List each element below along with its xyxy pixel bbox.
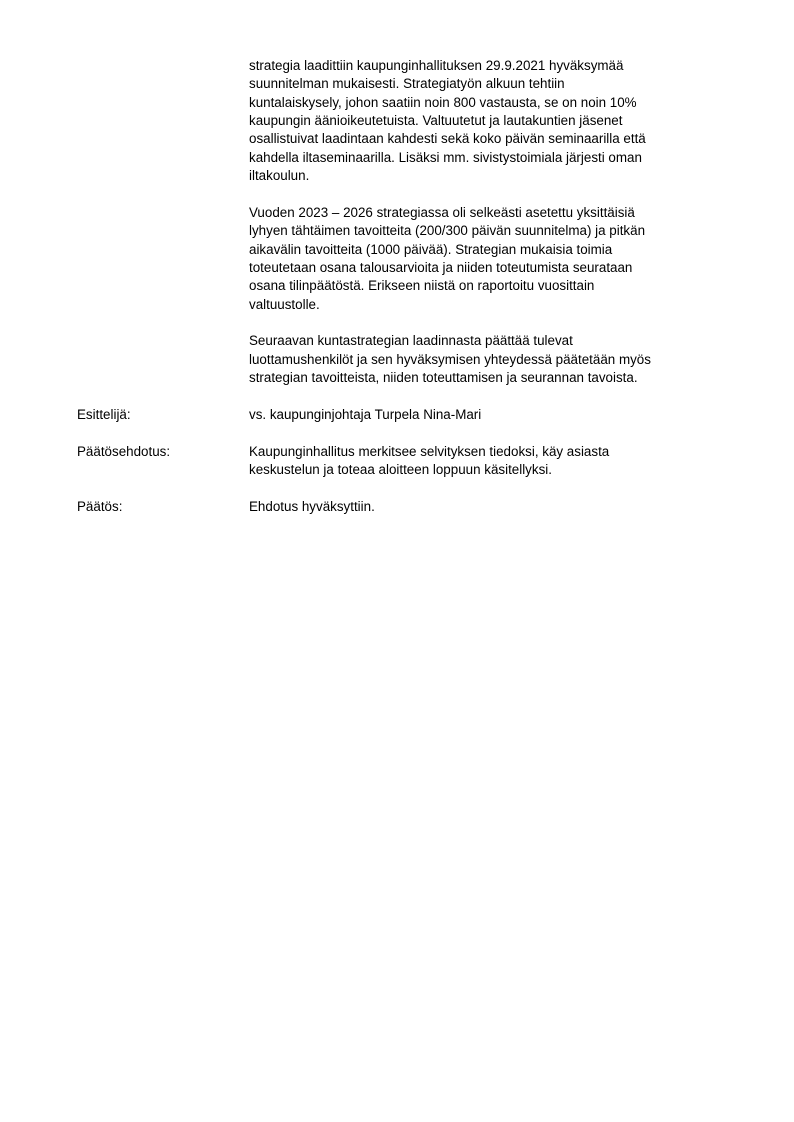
paragraph-line: Seuraavan kuntastrategian laadinnasta päättää tulevat <box>249 333 573 348</box>
paragraph-line: iltakoulun. <box>249 168 310 183</box>
field-label: Päätös: <box>77 499 123 514</box>
field-label: Päätösehdotus: <box>77 444 171 459</box>
paragraph-line: osallistuivat laadintaan kahdesti sekä koko päivän seminaarilla että <box>249 131 646 146</box>
paragraph-line: osana tilinpäätöstä. Erikseen niistä on raportoitu vuosittain <box>249 278 595 293</box>
paragraph-line: suunnitelman mukaisesti. Strategiatyön alkuun tehtiin <box>249 76 565 91</box>
field-value: keskustelun ja toteaa aloitteen loppuun käsitellyksi. <box>249 462 552 477</box>
paragraph-line: valtuustolle. <box>249 297 320 312</box>
field-value: vs. kaupunginjohtaja Turpela Nina-Mari <box>249 407 482 422</box>
paragraph-line: kuntalaiskysely, johon saatiin noin 800 vastausta, se on noin 10% <box>249 95 637 110</box>
paragraph-line: kaupungin äänioikeutetuista. Valtuutetut ja lautakuntien jäsenet <box>249 113 623 128</box>
paragraph-line: strategian tavoitteista, niiden toteuttamisen ja seurannan tavoista. <box>249 370 638 385</box>
paragraph-line: Vuoden 2023 – 2026 strategiassa oli selkeästi asetettu yksittäisiä <box>249 205 635 220</box>
paragraph-line: toteutetaan osana talousarvioita ja niiden toteutumista seurataan <box>249 260 633 275</box>
field-value: Ehdotus hyväksyttiin. <box>249 499 375 514</box>
field-label: Esittelijä: <box>77 407 131 422</box>
field-value: Kaupunginhallitus merkitsee selvityksen tiedoksi, käy asiasta <box>249 444 610 459</box>
paragraph-line: aikavälin tavoitteita (1000 päivää). Strategian mukaisia toimia <box>249 242 613 257</box>
paragraph-line: kahdella iltaseminaarilla. Lisäksi mm. sivistystoimiala järjesti oman <box>249 150 642 165</box>
paragraph-line: strategia laadittiin kaupunginhallituksen 29.9.2021 hyväksymää <box>249 58 624 73</box>
paragraph-line: luottamushenkilöt ja sen hyväksymisen yhteydessä päätetään myös <box>249 352 651 367</box>
paragraph-line: lyhyen tähtäimen tavoitteita (200/300 päivän suunnitelma) ja pitkän <box>249 223 646 238</box>
